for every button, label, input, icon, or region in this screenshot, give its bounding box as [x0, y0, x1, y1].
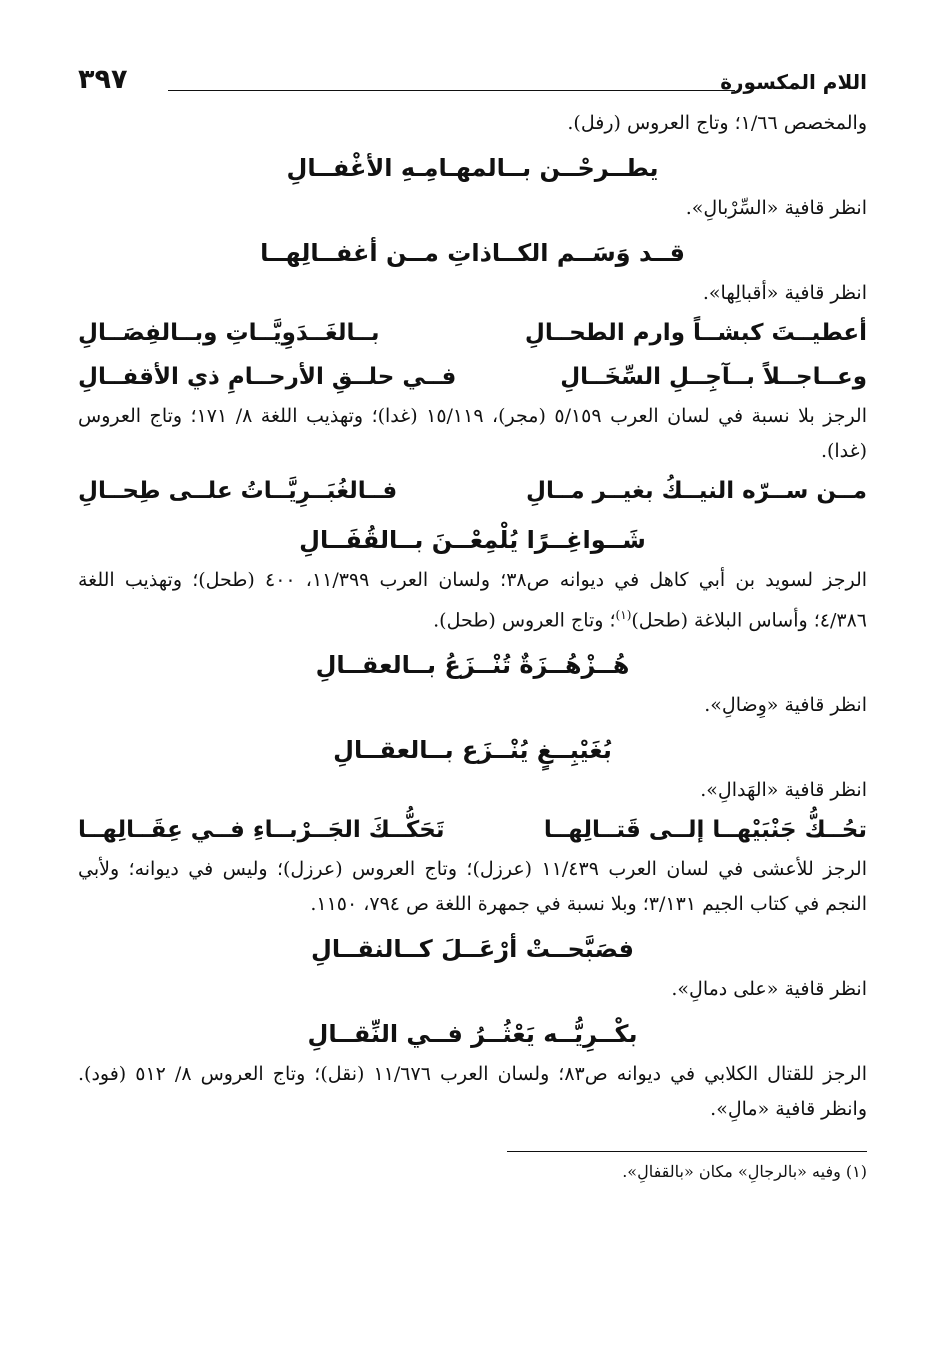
verse-2: قــد وَسَــم الكــاذاتِ مــن أغفــالِهــا — [260, 239, 685, 267]
cross-reference-1: انظر قافية «السِّرْبالِ». — [685, 197, 867, 219]
verse-3 — [78, 311, 867, 355]
verse-7: هُــزْهُــزَةٌ تُنْــزَعُ بــالعقــالِ — [315, 651, 630, 680]
cross-reference-4: انظر قافية «الهَدالِ». — [700, 779, 867, 802]
citation-1: والمخصص ١/٦٦؛ وتاج العروس (رفل). — [567, 112, 867, 134]
verse-3-second-hemistich: بــالغَــدَوِيَّــاتِ وبــالفِصَــالِ — [78, 320, 380, 346]
verse-11: بكْــرِيُّــه يَعْثُــرُ فــي النِّقــالِ — [307, 1020, 638, 1049]
verse-8: بُغَيْبِــغٍ يُنْــزَع بــالعقــالِ — [333, 736, 612, 765]
verse-5-first-hemistich: مــن ســرّه النيــكُ بغيــر مــالِ — [526, 478, 867, 504]
verse-9 — [78, 808, 867, 852]
citation-4: الرجز للأعشى في لسان العرب ١١/٤٣٩ (عرزل)؛ وتاج العروس (عرزل)؛ وليس في ديوانه؛ ولأبي النجم في كتاب الجيم ٣/١٣١؛ وبلا نسبة في جمهرة اللغة ص ٧٩٤، ١١٥٠. — [78, 858, 867, 916]
page-number: ٣٩٧ — [78, 64, 128, 95]
cross-reference-3: انظر قافية «وِضالِ». — [704, 694, 867, 717]
footnote-1: (١) وفيه «بالرجالِ» مكان «بالقفالِ». — [622, 1162, 867, 1182]
citation-5: الرجز للقتال الكلابي في ديوانه ص٨٣؛ ولسان العرب ١١/٦٧٦ (نقل)؛ وتاج العروس ٨/ ٥١٢ (فود). وانظر قافية «مالِ». — [78, 1063, 867, 1121]
running-title: اللام المكسورة — [720, 70, 867, 94]
citation-3-text-end: ؛ وتاج العروس (طحل). — [433, 609, 616, 632]
page-header — [78, 62, 867, 106]
citation-3-text: الرجز لسويد بن أبي كاهل في ديوانه ص٣٨؛ ولسان العرب ١١/٣٩٩، ٤٠٠ (طحل)؛ وتهذيب اللغة ٤/٣٨٦؛ وأساس البلاغة (طحل) — [78, 569, 868, 632]
footnote-marker[interactable]: (١) — [615, 608, 632, 622]
verse-1: يطــرحْــن بــالمهـامِـهِ الأغْفــالِ — [286, 154, 659, 182]
citation-3 — [78, 563, 867, 638]
verse-6: شَــواغِــرًا يُلْمِعْــنَ بــالقُفَــالِ — [299, 526, 646, 554]
verse-4 — [78, 355, 867, 399]
cross-reference-2: انظر قافية «أقبالِها». — [702, 282, 867, 304]
cross-reference-5: انظر قافية «على دمالِ». — [671, 978, 867, 1001]
page-body — [78, 106, 867, 1127]
verse-5-second-hemistich: فــالغُبَــرِيَّــاتُ علــى طِحــالِ — [78, 478, 398, 504]
header-rule — [168, 90, 735, 91]
verse-4-first-hemistich: وعــاجــلاً بــآجِــلِ السِّخَــالِ — [560, 364, 867, 390]
verse-5 — [78, 469, 867, 513]
verse-9-second-hemistich: تَحَكُّــكَ الجَــرْبــاءِ فــي عِقَــالِهــا — [78, 817, 445, 844]
verse-4-second-hemistich: فــي حلــقِ الأرحــامِ ذي الأقفــالِ — [78, 364, 457, 390]
verse-9-first-hemistich: تحُــكُّ جَنْبَيْهــا إلــى قَتــالِهــا — [543, 817, 867, 844]
footnote-rule — [507, 1151, 867, 1152]
citation-2: الرجز بلا نسبة في لسان العرب ٥/١٥٩ (مجر)، ١٥/١١٩ (غدا)؛ وتهذيب اللغة ٨/ ١٧١؛ وتاج العروس (غدا). — [78, 405, 867, 462]
verse-10: فصَبَّحــتْ أرْعَــلَ كــالنقــالِ — [311, 935, 634, 964]
verse-3-first-hemistich: أعطيــتَ كبشــاً وارم الطحــالِ — [524, 320, 867, 346]
